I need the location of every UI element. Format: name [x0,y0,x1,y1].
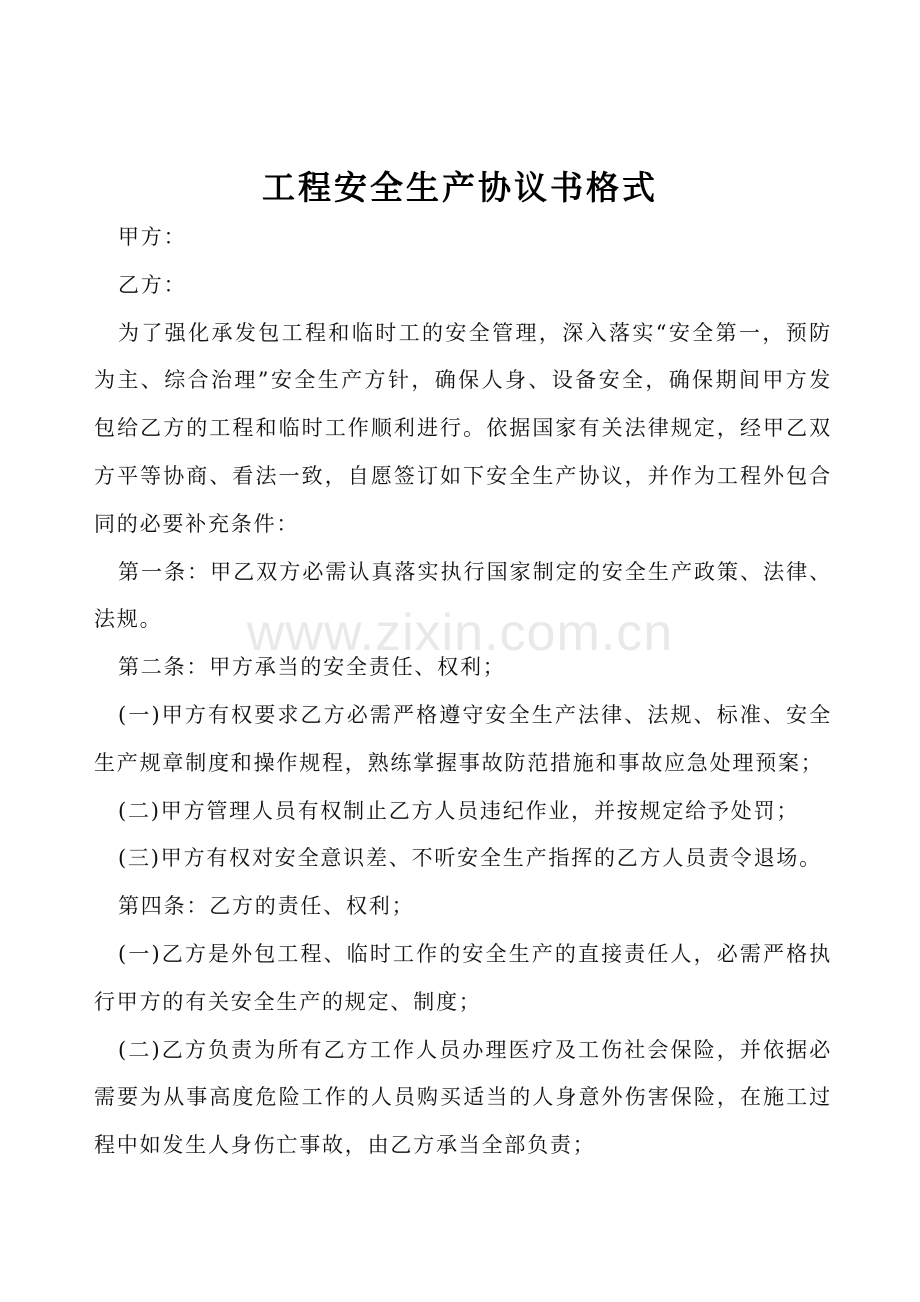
website-watermark: www.zixin.com.cn [246,604,674,662]
party-a-line: 甲方： [118,225,187,249]
document-body [94,214,832,1170]
article-four-item-one: (一)乙方是外包工程、临时工作的安全生产的直接责任人，必需严格执行甲方的有关安全生产的规定、制度； [94,941,832,1014]
article-four-item-two: (二)乙方负责为所有乙方工作人员办理医疗及工伤社会保险，并依据必需要为从事高度危险工作的人员购买适当的人身意外伤害保险，在施工过程中如发生人身伤亡事故，由乙方承当全部负责； [94,1037,832,1158]
article-two-item-one: (一)甲方有权要求乙方必需严格遵守安全生产法律、法规、标准、安全生产规章制度和操作规程，熟练掌握事故防范措施和事故应急处理预案； [94,702,832,775]
article-two-item-three: (三)甲方有权对安全意识差、不听安全生产指挥的乙方人员责令退场。 [118,846,822,871]
article-one-paragraph: 第一条：甲乙双方必需认真落实执行国家制定的安全生产政策、法律、法规。 [94,559,832,632]
article-two-heading: 第二条：甲方承当的安全责任、权利； [118,655,506,680]
preamble-paragraph: 为了强化承发包工程和临时工的安全管理，深入落实“安全第一，预防为主、综合治理”安全生产方针，确保人身、设备安全，确保期间甲方发包给乙方的工程和临时工作顺利进行。依据国家有关法律规定，经甲乙双方平等协商、看法一致，自愿签订如下安全生产协议，并作为工程外包合同的必要补充条件： [94,320,832,536]
article-four-heading: 第四条：乙方的责任、权利； [118,894,415,919]
article-two-item-two: (二)甲方管理人员有权制止乙方人员违纪作业，并按规定给予处罚； [118,798,800,823]
document-title: 工程安全生产协议书格式 [262,168,658,207]
party-b-line: 乙方： [118,272,187,297]
